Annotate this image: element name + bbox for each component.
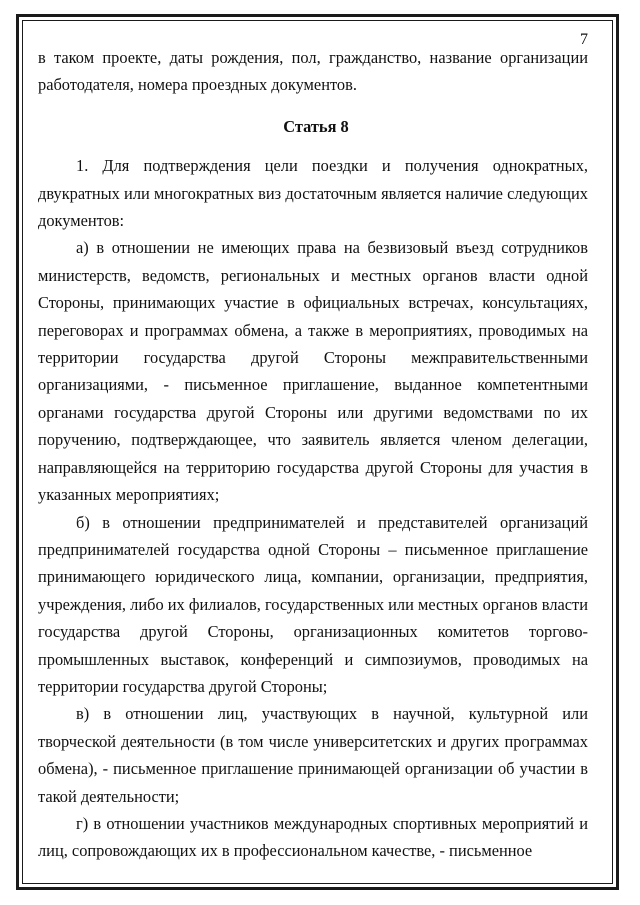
paragraph-g: г) в отношении участников международных спортивных мероприятий и лиц, сопровождающих их в профессиональном качестве, - письменное <box>38 813 588 861</box>
paragraph-1: 1. Для подтверждения цели поездки и получения однократных, двукратных или многократных виз достаточным является наличие следующих документов: <box>38 156 588 231</box>
paragraph-a: а) в отношении не имеющих права на безвизовый въезд сотрудников министерств, ведомств, региональных и местных органов власти одной Стороны, принимающих участие в официальных встречах, консультациях, переговорах и программах обмена, а также в мероприятиях, проводимых на территории государства другой Стороны межправительственными организациями, - письменное приглашение, выданное компетентными органами государства другой Стороны или другими ведомствами по их поручению, подтверждающее, что заявитель является членом делегации, направляющейся на территорию государства другой Стороны для участия в указанных мероприятиях; <box>38 238 588 505</box>
paragraph-v: в) в отношении лиц, участвующих в научной, культурной или творческой деятельности (в том числе университетских и других программах обмена), - письменное приглашение принимающей организации об участии в такой деятельности; <box>38 704 588 806</box>
document-body <box>38 44 588 865</box>
paragraph-b: б) в отношении предпринимателей и представителей организаций предпринимателей государства одной Стороны – письменное приглашение принимающего юридического лица, компании, организации, предприятия, учреждения, либо их филиалов, государственных или местных органов власти государства другой Стороны, организационных комитетов торгово-промышленных выставок, конференций и симпозиумов, проводимых на территории государства другой Стороны; <box>38 512 588 696</box>
continuation-text: в таком проекте, даты рождения, пол, гражданство, название организации работодателя, номера проездных документов. <box>38 48 588 95</box>
article-title: Статья 8 <box>283 116 349 136</box>
page-number: 7 <box>580 31 588 48</box>
